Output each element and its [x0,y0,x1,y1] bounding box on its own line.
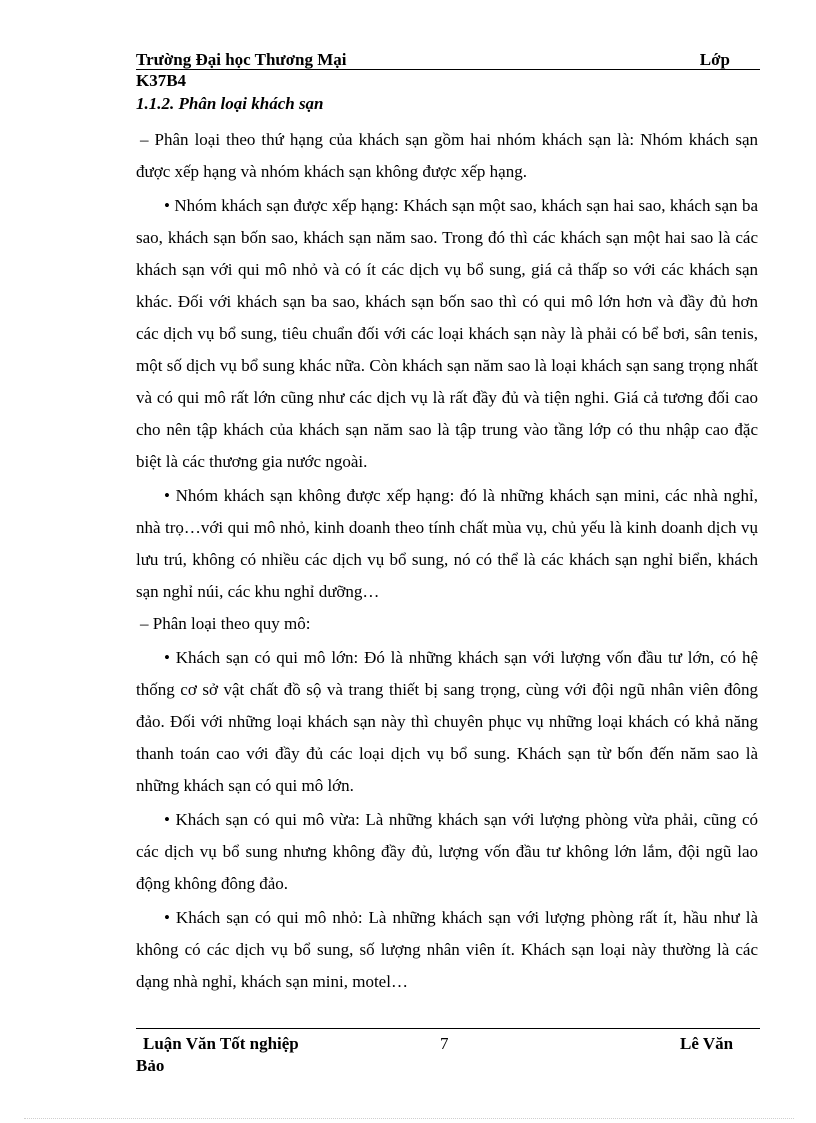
page-header [136,50,760,70]
footer-author-first: Lê Văn [680,1034,734,1053]
page-bottom-border [24,1118,794,1119]
section-title: 1.1.2. Phân loại khách sạn [136,94,324,113]
paragraph-unranked-hotels: • Nhóm khách sạn không được xếp hạng: đó là những khách sạn mini, các nhà nghỉ, nhà trọ…với qui mô nhỏ, kinh doanh theo tính chất mùa vụ, chủ yếu là kinh doanh dịch vụ lưu trú, không có nhiều các dịch vụ bổ sung, nó có thể là các khách sạn nghỉ biển, khách sạn nghỉ núi, các khu nghỉ dưỡng… [136,486,758,601]
paragraph-small-scale: • Khách sạn có qui mô nhỏ: Là những khách sạn với lượng phòng rất ít, hầu như là không có các dịch vụ bổ sung, số lượng nhân viên ít. Khách sạn loại này thường là các dạng nhà nghỉ, khách sạn mini, motel… [136,908,758,991]
class-code: K37B4 [136,71,187,90]
paragraph-ranked-hotels: • Nhóm khách sạn được xếp hạng: Khách sạn một sao, khách sạn hai sao, khách sạn ba sao, khách sạn bốn sao, khách sạn năm sao. Trong đó thì các khách sạn một hai sao là các khách sạn với qui mô nhỏ và có ít các dịch vụ bổ sung, giá cả thấp so với các khách sạn khác. Đối với khách sạn ba sao, khách sạn bốn sao thì có qui mô lớn hơn và đầy đủ hơn các dịch vụ bổ sung, tiêu chuẩn đối với các loại khách sạn này là phải có bể bơi, sân tenis, một số dịch vụ bổ sung khác nữa. Còn khách sạn năm sao là loại khách sạn sang trọng nhất và có qui mô rất lớn cũng như các dịch vụ là rất đầy đủ và tiện nghi. Giá cả tương đối cao cho nên tập khách của khách sạn năm sao là tập trung vào tầng lớp có thu nhập cao đặc biệt là các thương gia nước ngoài. [136,196,758,471]
school-name: Trường Đại học Thương Mại [136,50,347,69]
document-body [136,124,758,998]
footer-author-last: Bảo [136,1056,165,1075]
paragraph-ranking: – Phân loại theo thứ hạng của khách sạn gồm hai nhóm khách sạn là: Nhóm khách sạn được xếp hạng và nhóm khách sạn không được xếp hạng. [136,130,758,181]
paragraph-large-scale: • Khách sạn có qui mô lớn: Đó là những khách sạn với lượng vốn đầu tư lớn, có hệ thống cơ sở vật chất đồ sộ và trang thiết bị sang trọng, cùng với đội ngũ nhân viên đông đảo. Đối với những loại khách sạn này thì chuyên phục vụ những loại khách có khả năng thanh toán cao với đầy đủ các loại dịch vụ bổ sung. Khách sạn từ bốn đến năm sao là những khách sạn có qui mô lớn. [136,648,758,795]
class-label: Lớp [699,50,730,69]
paragraph-medium-scale: • Khách sạn có qui mô vừa: Là những khách sạn với lượng phòng vừa phải, cũng có các dịch vụ bổ sung nhưng không đầy đủ, lượng vốn đầu tư không lớn lắm, đội ngũ lao động không đông đảo. [136,810,758,893]
footer-divider [136,1028,760,1029]
footer-thesis-label: Luận Văn Tốt nghiệp [143,1034,299,1053]
page-number: 7 [440,1034,449,1053]
paragraph-by-scale: – Phân loại theo quy mô: [140,614,311,633]
